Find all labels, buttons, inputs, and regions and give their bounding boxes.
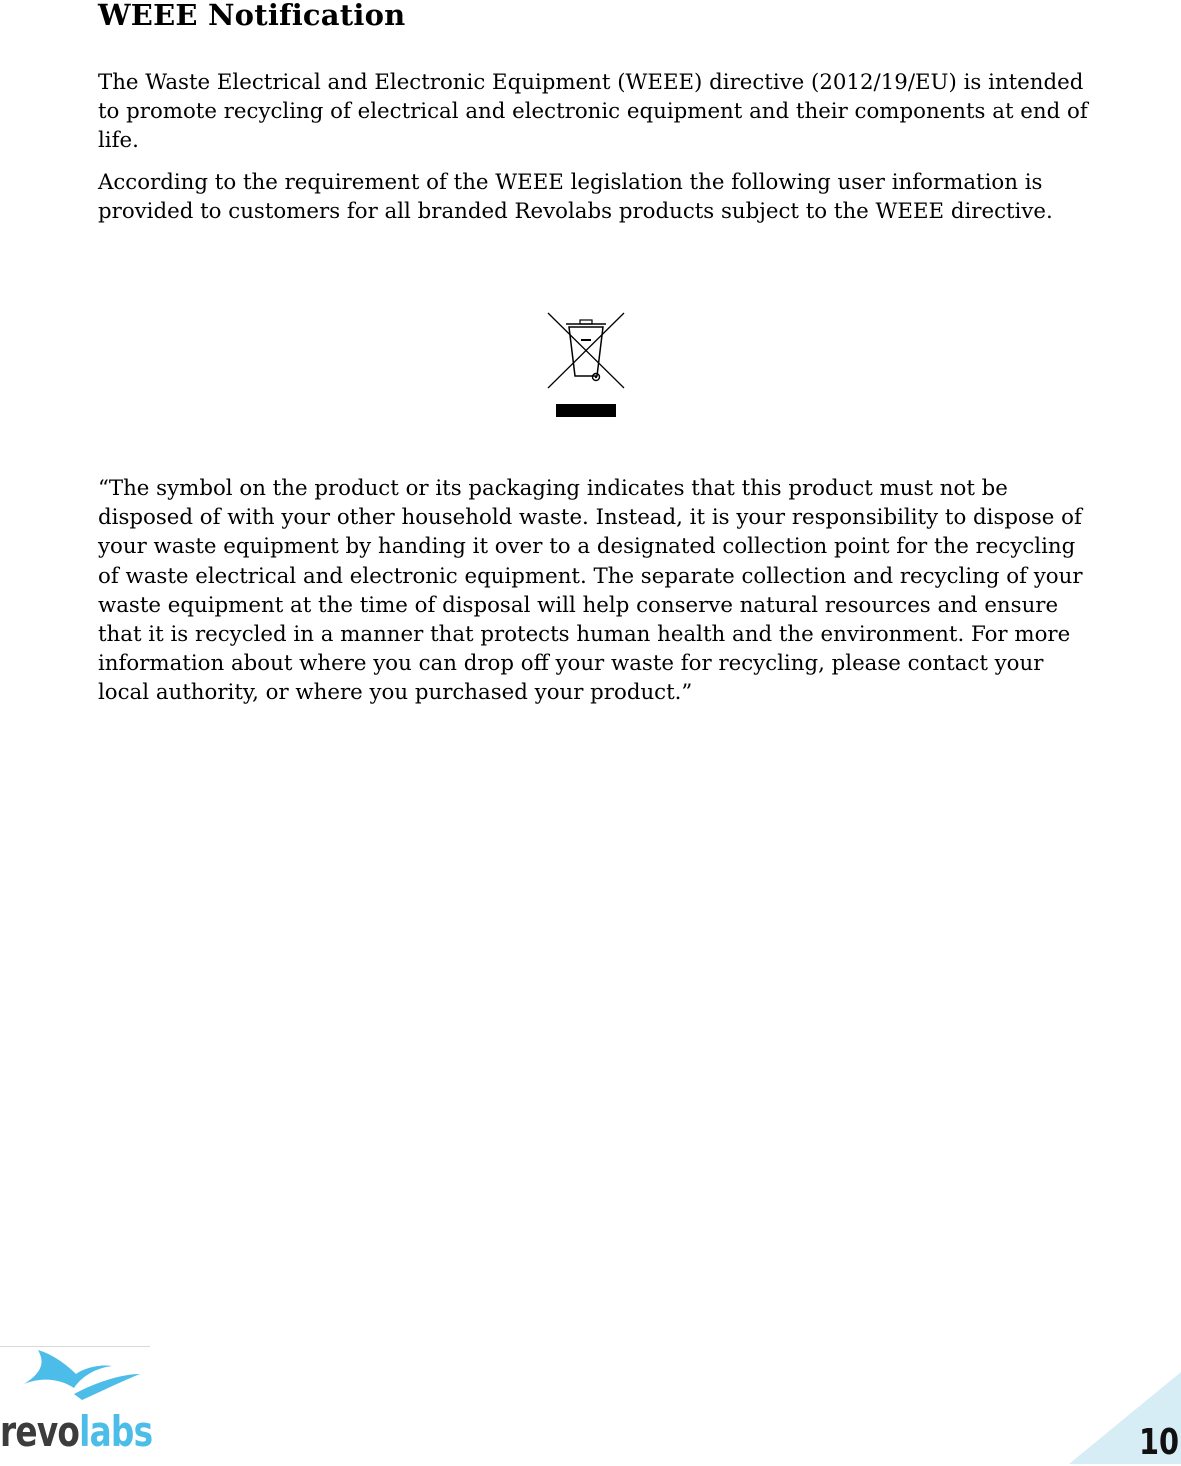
intro-paragraph: The Waste Electrical and Electronic Equipment (WEEE) directive (2012/19/EU) is intended to promote recycling of electrical and electronic equipment and their components at end of life. — [98, 70, 1088, 154]
page-content — [98, 0, 1088, 226]
logo-wordmark-labs: labs — [79, 1407, 153, 1456]
weee-symbol — [545, 310, 627, 420]
page-corner — [1069, 1372, 1181, 1464]
requirement-paragraph: According to the requirement of the WEEE legislation the following user information is provided to customers for all branded Revolabs products subject to the WEEE directive. — [98, 169, 1053, 224]
revolabs-logo — [0, 1346, 152, 1464]
page-title: WEEE Notification — [98, 0, 406, 32]
logo-wordmark — [0, 1408, 152, 1456]
fin-logo-icon — [0, 1346, 152, 1408]
notice-paragraph: “The symbol on the product or its packaging indicates that this product must not be disposed of with your other household waste. Instead, it is your responsibility to dispose of your waste equipment by handing it over to a designated collection point for the recycling of waste electrical and electronic equipment. The separate collection and recycling of your waste equipment at the time of disposal will help conserve natural resources and ensure that it is recycled in a manner that protects human health and the environment. For more information about where you can drop off your waste for recycling, please contact your local authority, or where you purchased your product.” — [98, 476, 1083, 706]
crossed-out-wheelie-bin-icon — [545, 310, 627, 420]
logo-wordmark-revo: revo — [0, 1407, 80, 1456]
page-number: 10 — [1138, 1422, 1179, 1463]
